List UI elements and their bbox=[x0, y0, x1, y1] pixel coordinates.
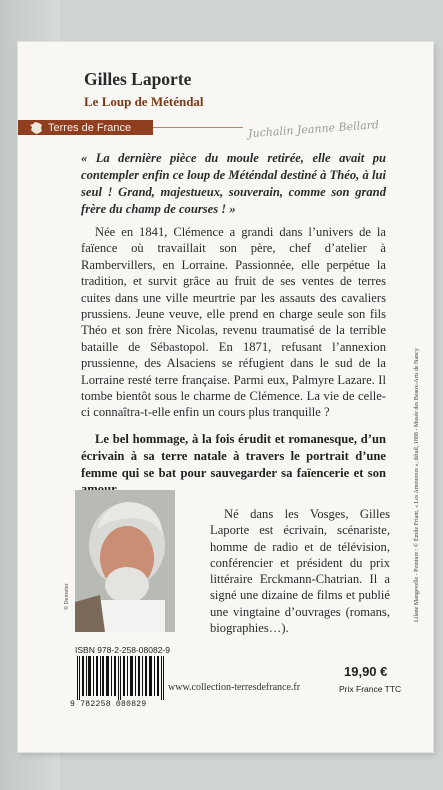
price-note: Prix France TTC bbox=[339, 684, 402, 694]
collection-band bbox=[18, 120, 153, 135]
barcode bbox=[75, 656, 165, 700]
synopsis-text: Née en 1841, Clémence a grandi dans l’univers de la faïence où travaillait son père, chef d’atelier à Rambervillers, en Lorraine. Passionnée, elle perpétue la tradition, et survit grâce au fruit de ses ventes de terres cuites dans une ville meurtrie par les assauts des cavaliers prussiens. Jeune veuve, elle prend en charge seule son fils Théo et son frère Nicolas, revenu traumatisé de la terrible bataille de Sébastopol. En 1871, refusant l’annexion prussienne, des Alsaciens se réfugient dans le sud de la Lorraine resté terre française. Parmi eux, Palmyre Lazare. Il tombe bientôt sous le charme de Clémence. La vie de celle-ci connaîtra-t-elle enfin un cours plus tranquille ? bbox=[81, 225, 386, 420]
photo-credit: © Demeter bbox=[64, 583, 70, 610]
cover-art-credit: Lilane Mangevelle - Peinture : © Émile Friant, « Les Amoureux », détail, 1888 - Musée des Beaux-Arts de Nancy bbox=[414, 348, 420, 622]
isbn-label: ISBN 978-2-258-08082-9 bbox=[75, 645, 170, 655]
book-title: Le Loup de Météndal bbox=[84, 94, 204, 109]
barcode-digits: 9 782258 080829 bbox=[70, 700, 147, 709]
author-photo bbox=[75, 490, 175, 632]
band-divider bbox=[153, 127, 243, 128]
tagline-text: Le bel hommage, à la fois érudit et romanesque, d’un écrivain à sa terre natale à travers le portrait d’une femme qui se bat pour sauvegarder sa faïencerie et son bbox=[81, 432, 386, 480]
excerpt-quote: « La dernière pièce du moule retirée, elle avait pu contempler enfin ce loup de Météndal destiné à Théo, à lui seul ! Grand, majestueux, souverain, comme son grand frère du champ de courses ! » bbox=[81, 151, 386, 216]
collection-name: Terres de France bbox=[48, 121, 132, 134]
author-bio: Né dans les Vosges, Gilles Laporte est écrivain, scénariste, homme de radio et de télévision, conférencier et président du prix littéraire Erckmann-Chatrian. Il a signé une dizaine de films et publié une vingtaine d’ouvrages (romans, biographies…). bbox=[210, 507, 390, 636]
handwritten-dedication: Juchalin Jeanne Bellard bbox=[247, 118, 380, 141]
france-map-icon bbox=[30, 122, 43, 134]
price: 19,90 € bbox=[344, 664, 388, 679]
collection-website[interactable]: www.collection-terresdefrance.fr bbox=[168, 682, 301, 693]
author-name: Gilles Laporte bbox=[84, 69, 192, 89]
book-back-cover bbox=[18, 42, 433, 752]
